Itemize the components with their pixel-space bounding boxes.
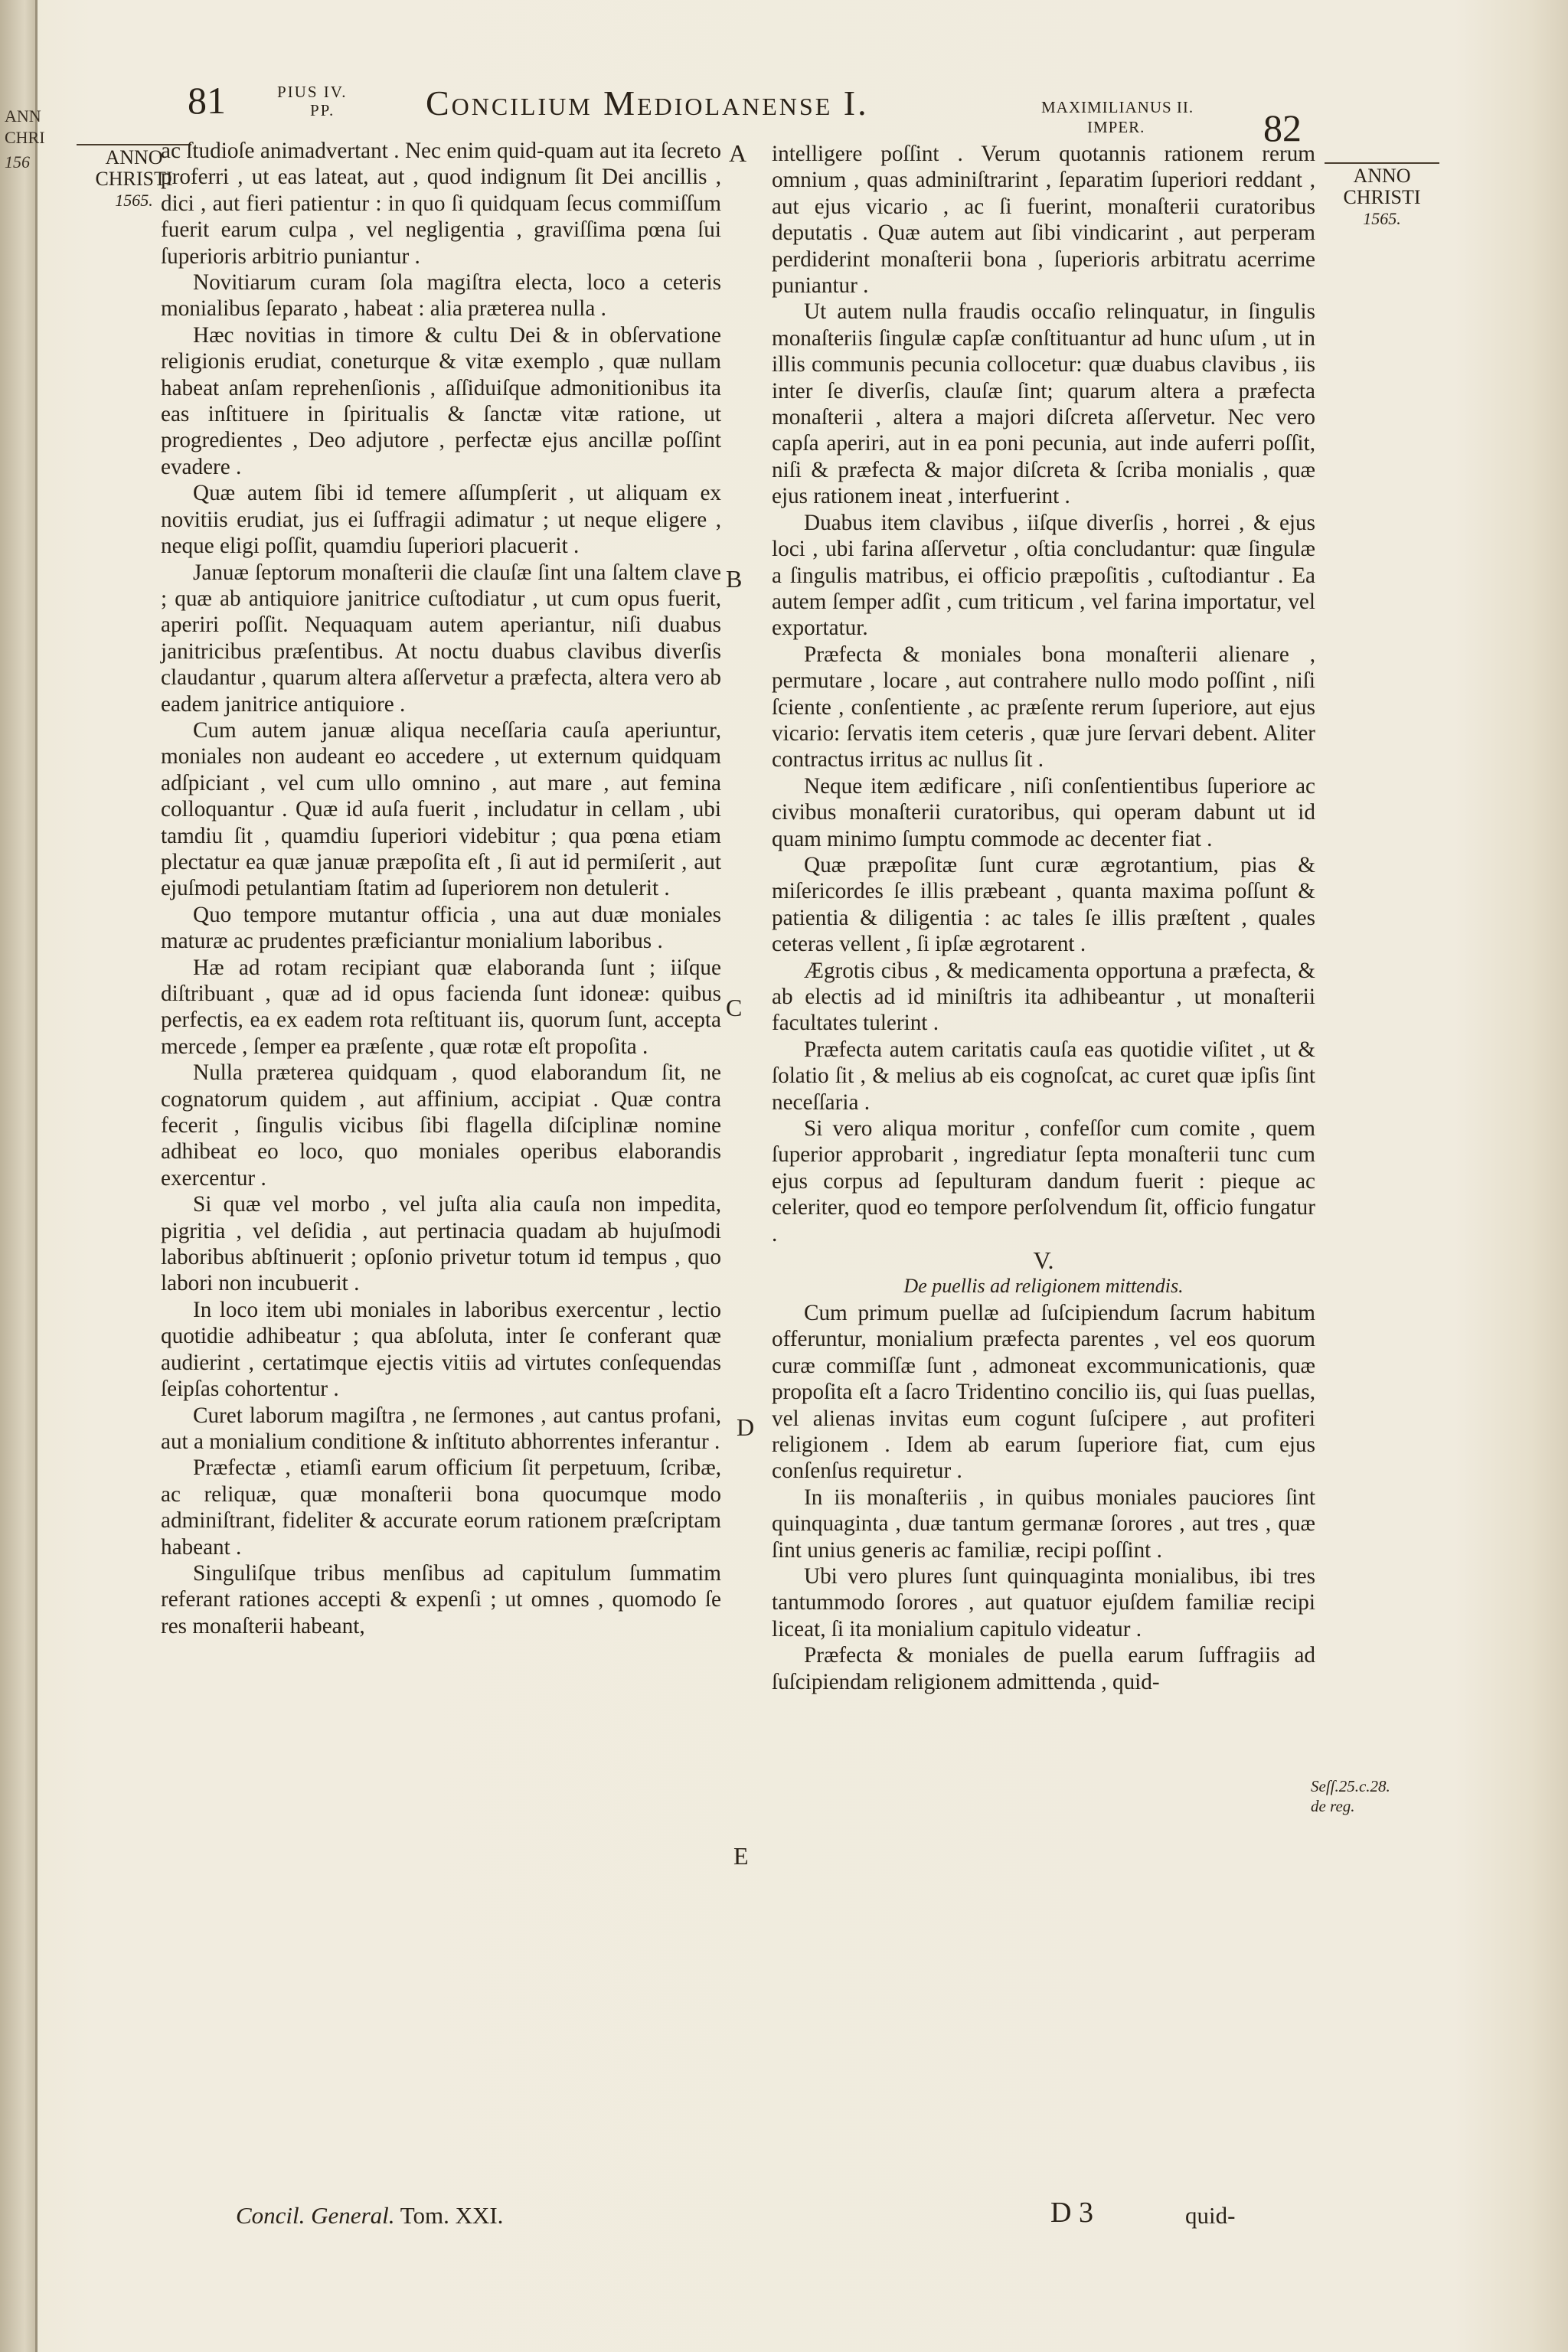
paragraph: Præfecta autem caritatis cauſa eas quotidie viſitet , ut & ſolatio ſit , & melius ab eis cognoſcat, ac curet quæ ipſis ſint neceſſaria . — [772, 1037, 1315, 1115]
session-ref-line: Seſſ.25.c.28. — [1311, 1777, 1390, 1795]
paragraph: Hæ ad rotam recipiant quæ elaboranda ſunt ; iiſque diſtribuant , quæ ad id opus facienda ſunt idoneæ: quibus perfectis, ea ex eadem rota reſtituant iis, quorum ſunt, accepta mercede , ſemper ea præſente , quæ rotæ eſt propoſita . — [161, 955, 721, 1059]
margin-letter-a: A — [729, 139, 747, 167]
paragraph: Januæ ſeptorum monaſterii die clauſæ ſint una ſaltem clave ; quæ ab antiquiore janitrice cuſtodiatur , ut cum opus fuerit, aperiri poſſit. Nequaquam autem aperiantur, niſi duabus janitricibus præſentibus. At noctu duabus clavibus diverſis claudantur , quarum altera aſſervetur a præfecta, altera vero ab eadem janitrice antiquiore . — [161, 560, 721, 717]
paragraph: Neque item ædificare , niſi conſentientibus ſuperiore ac civibus monaſterii curatoribus, qui operam dabunt ut id quam minimo ſumptu commode ac decenter fiat . — [772, 773, 1315, 851]
right-page-number: 82 — [1263, 106, 1302, 149]
paragraph: Singuliſque tribus menſibus ad capitulum ſummatim referant rationes accepti & expenſi ; ut omnes , quomodo ſe res monaſterii habeant, — [161, 1560, 721, 1638]
paragraph: Ut autem nulla fraudis occaſio relinquatur, in ſingulis monaſteriis ſingulæ capſæ conſtituantur ad hunc uſum , ut in illis communis pecunia collocetur: quæ duabus clavibus , iis inter ſe diverſis, clauſæ ſint; quarum altera a præfecta monaſterii , altera a majori diſcreta aſſervetur. Nec vero capſa aperiri, aut in ea poni pecunia, aut inde auferri poſſit, niſi & præfecta & major diſcreta & ſcriba monialis , quæ ejus rationem ineat , interfuerint . — [772, 299, 1315, 509]
paragraph: Quæ autem ſibi id temere aſſumpſerit , ut aliquam ex novitiis erudiat, jus ei ſuffragii adimatur ; ut neque eligere , neque eligi poſſit, quamdiu ſuperiori placuerit . — [161, 481, 721, 559]
paragraph: Præfectæ , etiamſi earum officium ſit perpetuum, ſcribæ, ac reliquæ, quæ monaſterii bona quocumque modo adminiſtrant, fideliter & accurate eorum rationem præſcriptam habeant . — [161, 1455, 721, 1560]
footer-series: Concil. General. — [236, 2202, 395, 2229]
section-title: De puellis ad religionem mittendis. — [903, 1275, 1184, 1298]
margin-year-right — [1325, 162, 1439, 230]
margin-letter-d: D — [737, 1413, 755, 1441]
left-page-number: 81 — [188, 79, 226, 122]
running-head-emperor-title: IMPER. — [1087, 118, 1145, 136]
footer-tome: Tom. XXI. — [400, 2202, 504, 2229]
prev-edge-text: CHRI — [5, 128, 45, 147]
paragraph: Præfecta & moniales bona monaſterii alienare , permutare , locare , aut contrahere nullo modo poſſint , niſi ſciente , conſentiente , ac præſente rerum ſuperiore, aut ejus vicario: ſervatis item ceteris , quæ jure ſervari debent. Aliter contractus irritus ac nullus ſit . — [772, 642, 1315, 773]
paragraph: Hæc novitias in timore & cultu Dei & in obſervatione religionis erudiat, coneturque & vitæ exemplo , quæ nullam habeat anſam reprehenſionis , aſſiduiſque admonitionibus ita eas inſtituere in ſpiritualis & ſanctæ vitæ ratione, ut progredientes , Deo adjutore , perfectæ ejus ancillæ poſſint evadere . — [161, 322, 721, 479]
paragraph: Si quæ vel morbo , vel juſta alia cauſa non impedita, pigritia , vel deſidia , aut pertinacia quadam ab hujuſmodi laboribus abſtinuerit ; opſonio privetur totum id tempus , quo labori non incubuerit . — [161, 1192, 721, 1296]
section-number: V. — [1033, 1246, 1054, 1275]
paragraph: Duabus item clavibus , iiſque diverſis , horrei , & ejus loci , ubi farina aſſervetur , oſtia concludantur: quæ ſingulæ a ſingulis matribus, ei officio præpoſitis , cuſtodiantur . Ea autem ſemper adſit , cum triticum , vel farina importatur, vel exportatur. — [772, 510, 1315, 641]
paragraph: Curet laborum magiſtra , ne ſermones , aut cantus profani, aut a monialium conditione & inſtituto abhorrentes inferantur . — [161, 1403, 721, 1454]
margin-letter-e: E — [733, 1842, 749, 1870]
paragraph: Præfecta & moniales de puella earum ſuffragiis ad ſuſcipiendam religionem admittenda , quid- — [772, 1643, 1315, 1694]
paragraph: Quæ præpoſitæ ſunt curæ ægrotantium, pias & miſericordes ſe illis præbeant , quanta maxima poſſunt & patientia & diligentia : ac tales ſe illis præſtent , quales ceteras vellent , ſi ipſæ ægrotarent . — [772, 852, 1315, 957]
paragraph: In loco item ubi moniales in laboribus exercentur , lectio quotidie adhibeatur ; qua abſoluta, inter ſe conferant quæ audierint , certatimque ejectis vitiis ad virtutes conſequendas ſeipſas cohortentur . — [161, 1297, 721, 1402]
paragraph: Cum autem januæ aliqua neceſſaria cauſa aperiuntur, moniales non audeant eo accedere , ut externum quidquam adſpiciant , vel cum ullo omnino , aut mare , aut femina colloquantur . Quæ id auſa fuerit , includatur in cellam , ubi tamdiu ſit , quamdiu ſuperiori videbitur ; qua pœna etiam plectatur ea quæ januæ præpoſita eſt , ſi aut id permiſerit , aut ejuſmodi petulantiam ſtatim ad ſuperiorem non detulerit . — [161, 717, 721, 901]
margin-session-reference — [1311, 1776, 1426, 1816]
paragraph: Ubi vero plures ſunt quinquaginta monialibus, ibi tres tantummodo ſorores , aut quatuor ejuſdem familiæ recipi liceat, ſi ita monialium capitulo videatur . — [772, 1563, 1315, 1642]
catchword: quid- — [1185, 2202, 1236, 2229]
paragraph: ac ſtudioſe animadvertant . Nec enim quid-quam aut ita ſecreto proferri , ut eas lateat, aut , quod indignum ſit Dei ancillis , dici , aut fieri patientur : in quo ſi quidquam ſecus commiſſum fuerit earum culpa , vel negligentia , graviſſima pœna ſui ſuperioris arbitrio puniantur . — [161, 139, 721, 269]
margin-year: 1565. — [115, 191, 153, 210]
paragraph: Novitiarum curam ſola magiſtra electa, loco a ceteris monialibus ſeparato , habeat : alia præterea nulla . — [161, 270, 721, 322]
signature-mark: D 3 — [1050, 2197, 1093, 2229]
margin-anno: ANNO — [77, 144, 191, 168]
margin-anno: ANNO — [1325, 162, 1439, 187]
prev-edge-text: 156 — [5, 152, 30, 172]
paragraph: In iis monaſteriis , in quibus moniales pauciores ſint quinquaginta , duæ tantum germanæ ſorores , aut tres , quæ ſint unius generis ac familiæ, recipi poſſint . — [772, 1485, 1315, 1563]
running-head-title: Concilium Mediolanense I. — [426, 83, 869, 122]
paragraph: Si vero aliqua moritur , confeſſor cum comite , quem ſuperior approbarit , ingrediatur ſepta monaſterii tunc cum ejus corpus ad ſepulturam dandum fuerit : pieque ac celeriter, quod eo tempore perſolvendum ſit, officio fungatur . — [772, 1116, 1315, 1246]
paragraph: Cum primum puellæ ad ſuſcipiendum ſacrum habitum offeruntur, monialium præfecta parentes , vel eos quorum curæ commiſſæ ſunt , admoneat excommunicationis, quæ propoſita eſt a ſacro Tridentino concilio iis, qui ſuas puellas, vel alienas invitas eum cogunt ſuſcipere , aut profiteri religionem . Idem ab earum ſuperiore fiat, cum ejus conſenſus requiretur . — [772, 1300, 1315, 1484]
paragraph: Quo tempore mutantur officia , una aut duæ moniales maturæ ac prudentes præficiantur monialium laboribus . — [161, 902, 721, 954]
margin-year: 1565. — [1363, 209, 1401, 228]
paragraph: Ægrotis cibus , & medicamenta opportuna a præfecta, & ab electis ad id miniſtris ita adhibeantur , ut monaſterii facultates tulerint . — [772, 958, 1315, 1036]
paragraph: Nulla præterea quidquam , quod elaborandum ſit, ne cognatorum quidem , aut affinium, accipiat . Quæ contra fecerit , ſingulis vicibus ſibi flagella diſciplinæ nomine adhibeat eo loco, quo moniales operibus elaborandis exercentur . — [161, 1060, 721, 1191]
prev-edge-text: ANN — [5, 106, 41, 126]
margin-christi: CHRISTI — [95, 168, 173, 190]
session-ref-line: de reg. — [1311, 1797, 1355, 1815]
running-head-emperor: MAXIMILIANUS II. — [1041, 98, 1194, 116]
running-head-pope: PIUS IV. — [277, 83, 348, 101]
previous-page-edge — [0, 0, 45, 2352]
left-text-column — [161, 138, 721, 1639]
paragraph: intelligere poſſint . Verum quotannis rationem rerum omnium , quas adminiſtrarint , ſeparatim ſuperiori reddant , aut ejus vicario , ac ſi fuerint, monaſterii curatoribus deputatis . Quæ autem aut ſibi vindicarint , aut perperam perdiderint monaſterii bona , ſuperioris arbitratu acerrime puniantur . — [772, 142, 1315, 299]
margin-letter-c: C — [726, 994, 743, 1021]
running-head-pope-title: PP. — [310, 101, 335, 119]
margin-christi: CHRISTI — [1343, 186, 1421, 208]
right-text-column — [772, 141, 1315, 1695]
footer-volume — [236, 2202, 503, 2230]
margin-letter-b: B — [726, 565, 743, 593]
